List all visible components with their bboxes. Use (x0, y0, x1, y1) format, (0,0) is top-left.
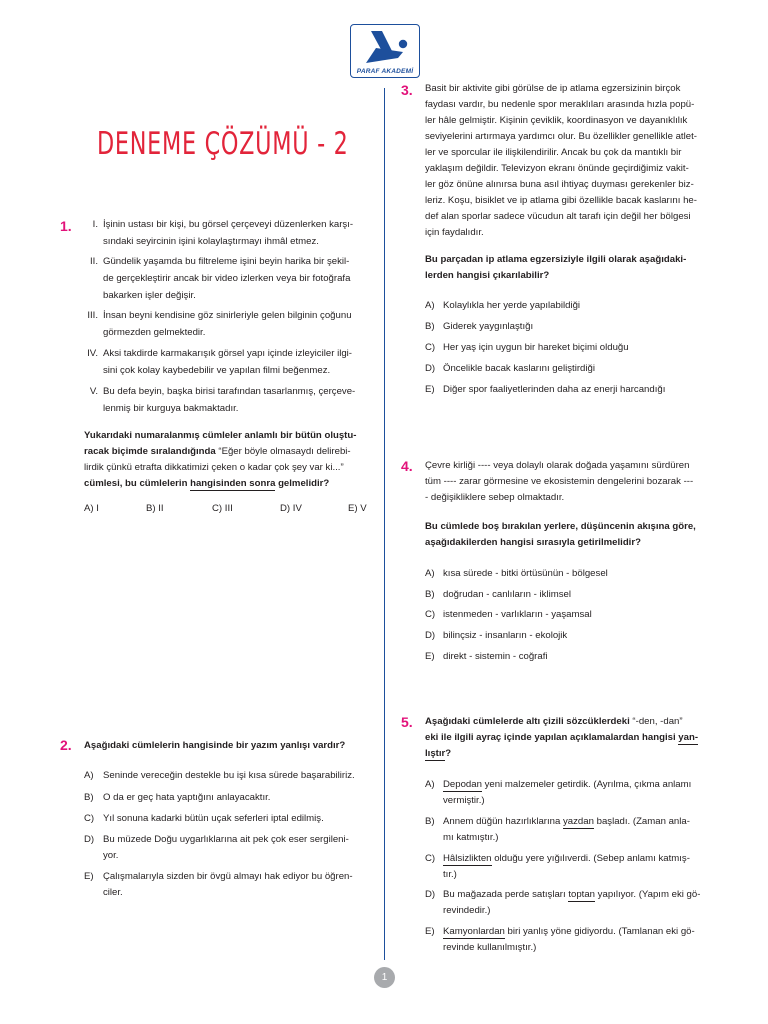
option-text[interactable]: Depodan yeni malzemeler getirdik. (Ayrılma, çıkma anlamı (443, 779, 692, 790)
option-text[interactable]: mı katmıştır.) (443, 832, 499, 843)
passage-line: Basit bir aktivite gibi görülse de ip atlama egzersizinin birçok (425, 83, 681, 94)
page-number: 1 (374, 967, 395, 988)
option-letter[interactable]: C) (425, 609, 436, 620)
option-letter[interactable]: A) (425, 300, 435, 311)
item-line: Aksi takdirde karmakarışık görsel yapı içinde izleyiciler ilgi- (103, 348, 352, 359)
question-number: 2. (60, 737, 72, 753)
option-letter[interactable]: B) (84, 792, 94, 803)
option-letter[interactable]: E) (84, 871, 94, 882)
question-stem: Yukarıdaki numaralanmış cümleler anlamlı bir bütün oluştu- (84, 430, 357, 441)
logo-text: PARAF AKADEMİ (356, 68, 414, 75)
question-stem: aşağıdakilerden hangisi sırasıyla getirilmelidir? (425, 537, 641, 548)
option-text[interactable]: Bu müzede Doğu uygarlıklarına ait pek çok eser sergileni- (103, 834, 349, 845)
passage-line: ler hâle gelmiştir. Kişinin çeviklik, koordinasyon ve dayanıklılık (425, 115, 688, 126)
option-text[interactable]: yor. (103, 850, 119, 861)
passage-line: faydası vardır, bu nedenle spor meraklıları arasında hızla popü- (425, 99, 695, 110)
option-letter[interactable]: D) (425, 889, 436, 900)
question-number: 1. (60, 218, 72, 234)
question-stem: Bu parçadan ip atlama egzersiziyle ilgili olarak aşağıdaki- (425, 254, 687, 265)
option-letter[interactable]: D) (425, 630, 436, 641)
item-line: görmezden gelmektedir. (103, 327, 206, 338)
question-stem: racak biçimde sıralandığında “Eğer böyle olmasaydı delirebi- (84, 446, 351, 457)
option-letter[interactable]: E) (425, 651, 435, 662)
item-line: İşinin ustası bir kişi, bu görsel çerçeveyi düzenlerken karşı- (103, 219, 354, 230)
option-text[interactable]: bilinçsiz - insanların - ekolojik (443, 630, 568, 641)
option-text[interactable]: Çalışmalarıyla sizden bir övgü almayı hak ediyor bu öğren- (103, 871, 353, 882)
option-letter[interactable]: C) (425, 342, 436, 353)
question-stem: cümlesi, bu cümlelerin hangisinden sonra gelmelidir? (84, 478, 330, 489)
option-text[interactable]: doğrudan - canlıların - iklimsel (443, 589, 571, 600)
question-stem: Aşağıdaki cümlelerde altı çizili sözcüklerdeki “-den, -dan” (425, 716, 683, 727)
question-stem: Aşağıdaki cümlelerin hangisinde bir yazım yanlışı vardır? (84, 740, 346, 751)
option-letter[interactable]: B) (425, 816, 435, 827)
item-label: III. (87, 310, 98, 321)
passage-line: ler ve sporcular ile ilişkilendirilir. Ancak bu çok da mantıklı bir (425, 147, 682, 158)
item-line: bakarken işler değişir. (103, 290, 196, 301)
option-text[interactable]: istenmeden - varlıkların - yaşamsal (443, 609, 592, 620)
item-label: II. (90, 256, 98, 267)
option-text[interactable]: tır.) (443, 869, 457, 880)
option-text[interactable]: Bu mağazada perde satışları toptan yapılıyor. (Yapım eki gö- (443, 889, 701, 900)
passage-line: - değişikliklere sebep olmaktadır. (425, 492, 565, 503)
page-title: DENEME ÇÖZÜMÜ - 2 (97, 126, 349, 162)
question-stem: lirdik çünkü etrafta dikkatimizi çeken o kadar çok şey var ki...” (84, 462, 344, 473)
passage-line: leriz. Koşu, bisiklet ve ip atlama gibi özellikle bacak kaslarını he- (425, 195, 697, 206)
option-text[interactable]: revinde kullanılmıştır.) (443, 942, 537, 953)
passage-line: seviyelerini artırmaya yardımcı olur. Bu özellikler genellikle atlet- (425, 131, 697, 142)
question-stem: Bu cümlede boş bırakılan yerlere, düşüncenin akışına göre, (425, 521, 696, 532)
option-letter[interactable]: E) (425, 926, 435, 937)
item-line: sini çok kolay kaybedebilir ve yapılan filmi beğenmez. (103, 365, 331, 376)
option-letter[interactable]: B) (425, 321, 435, 332)
question-number: 4. (401, 458, 413, 474)
passage-line: için faydalıdır. (425, 227, 484, 238)
option-text[interactable]: O da er geç hata yaptığını anlayacaktır. (103, 792, 271, 803)
option-text[interactable]: vermiştir.) (443, 795, 485, 806)
answer-option[interactable]: E) V (348, 503, 367, 514)
option-text[interactable]: Her yaş için uygun bir hareket biçimi olduğu (443, 342, 629, 353)
question-number: 5. (401, 714, 413, 730)
option-text[interactable]: Öncelikle bacak kaslarını geliştirdiği (443, 363, 595, 374)
column-divider (384, 88, 385, 960)
question-stem: lıştır? (425, 748, 452, 759)
item-line: de gerçekleştirir ancak bir video izlerken veya bir fotoğrafa (103, 273, 351, 284)
option-letter[interactable]: C) (84, 813, 95, 824)
option-letter[interactable]: C) (425, 853, 436, 864)
option-text[interactable]: direkt - sistemin - coğrafi (443, 651, 548, 662)
option-text[interactable]: kısa sürede - bitki örtüsünün - bölgesel (443, 568, 608, 579)
answer-option[interactable]: C) III (212, 503, 233, 514)
option-text[interactable]: Annem düğün hazırlıklarına yazdan başladı. (Zaman anla- (443, 816, 690, 827)
option-text[interactable]: Kamyonlardan biri yanlış yöne gidiyordu. (Tamlanan eki gö- (443, 926, 695, 937)
option-letter[interactable]: B) (425, 589, 435, 600)
question-stem: eki ile ilgili ayraç içinde yapılan açıklamalardan hangisi yan- (425, 732, 699, 743)
passage-line: def alan sporlar sadece vücudun alt tarafı için değil her bölgesi (425, 211, 691, 222)
paraf-akademi-logo (350, 24, 420, 78)
option-letter[interactable]: A) (84, 770, 94, 781)
item-line: İnsan beyni kendisine göz sinirleriyle gelen bilginin çoğunu (103, 310, 352, 321)
passage-line: Çevre kirliği ---- veya dolaylı olarak doğada yaşamını sürdüren (425, 460, 690, 471)
option-text[interactable]: revindedir.) (443, 905, 491, 916)
option-letter[interactable]: A) (425, 779, 435, 790)
option-text[interactable]: Yıl sonuna kadarki bütün uçak seferleri iptal edilmiş. (103, 813, 324, 824)
item-label: I. (92, 219, 98, 230)
passage-line: yaklaşım değildir. Televizyon ekranı önünde geçirdiğimiz vakit- (425, 163, 689, 174)
question-number: 3. (401, 82, 413, 98)
passage-line: tüm ---- zarar görmesine ve ekosistemin dengelerini bozarak --- (425, 476, 694, 487)
item-line: Gündelik yaşamda bu filtreleme işini beyin harika bir şekil- (103, 256, 350, 267)
option-letter[interactable]: D) (425, 363, 436, 374)
item-line: Bu defa beyin, başka birisi tarafından tasarlanmış, çerçeve- (103, 386, 356, 397)
answer-option[interactable]: D) IV (280, 503, 302, 514)
option-text[interactable]: Hâlsizlikten olduğu yere yığılıverdi. (Sebep anlamı katmış- (443, 853, 690, 864)
option-text[interactable]: Seninde vereceğin destekle bu işi kısa sürede başarabiliriz. (103, 770, 355, 781)
answer-option[interactable]: A) I (84, 503, 99, 514)
option-text[interactable]: ciler. (103, 887, 123, 898)
option-letter[interactable]: E) (425, 384, 435, 395)
logo-mark-icon (351, 25, 418, 69)
option-text[interactable]: Kolaylıkla her yerde yapılabildiği (443, 300, 581, 311)
item-label: IV. (87, 348, 98, 359)
answer-option[interactable]: B) II (146, 503, 164, 514)
option-letter[interactable]: A) (425, 568, 435, 579)
passage-line: ler göz önüne alınırsa buna asıl ihtiyaç duyması gerekenler biz- (425, 179, 694, 190)
option-text[interactable]: Diğer spor faaliyetlerinden daha az enerji harcandığı (443, 384, 666, 395)
question-stem: lerden hangisi çıkarılabilir? (425, 270, 550, 281)
option-letter[interactable]: D) (84, 834, 95, 845)
item-label: V. (89, 386, 98, 397)
item-line: lenmiş bir kurguya bakmaktadır. (103, 403, 239, 414)
option-text[interactable]: Giderek yaygınlaştığı (443, 321, 534, 332)
item-line: sındaki seyircinin işini kolaylaştırmayı ihmâl etmez. (103, 236, 319, 247)
